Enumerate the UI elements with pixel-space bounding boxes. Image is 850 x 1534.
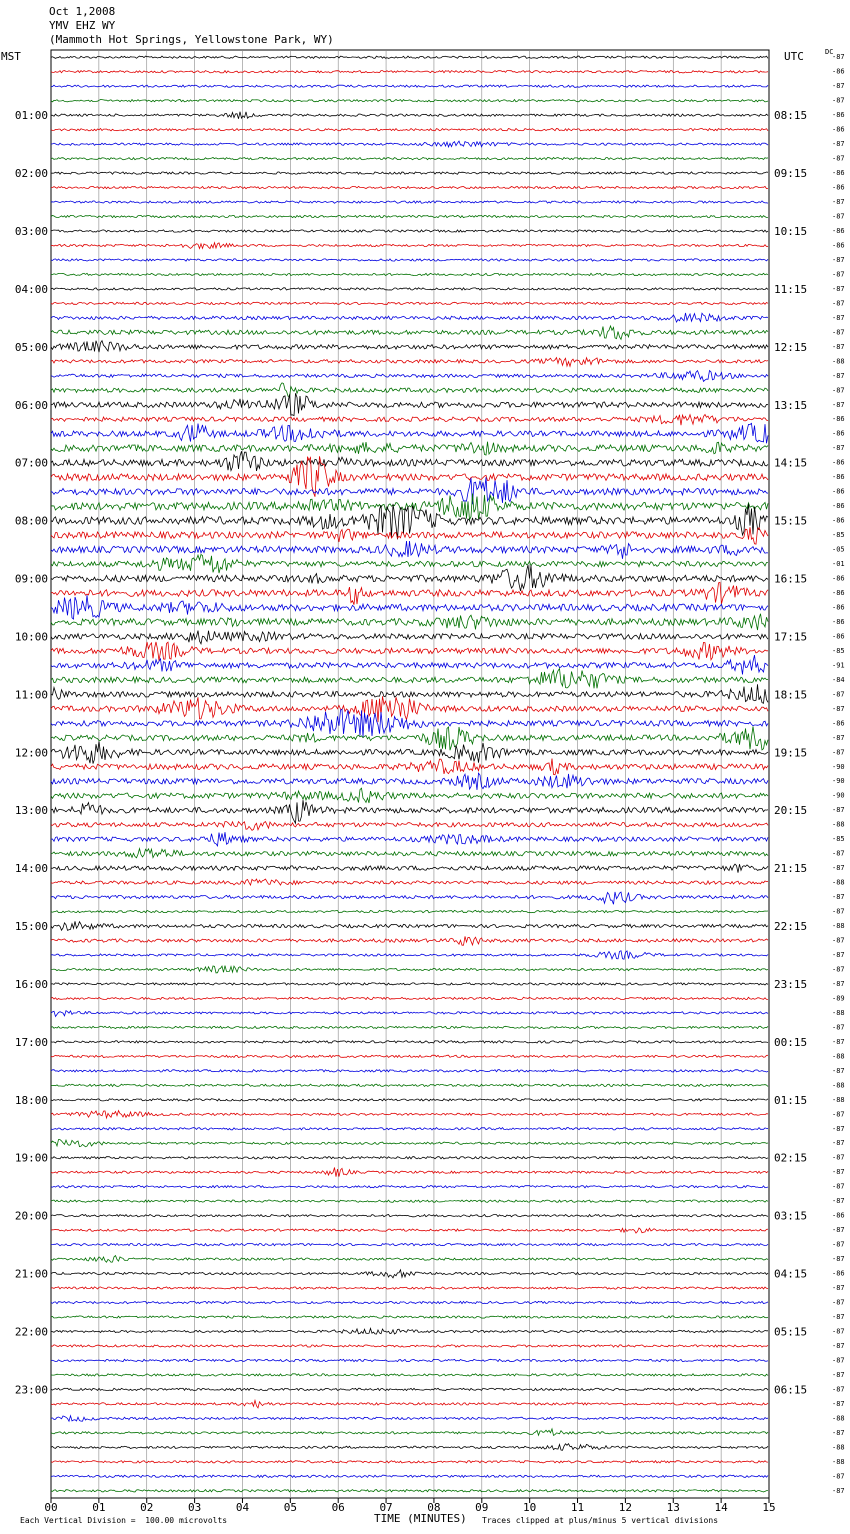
- dc-offset-label: -90: [832, 791, 845, 800]
- trace-line: [51, 1490, 768, 1492]
- dc-offset-label: -87: [832, 980, 845, 988]
- dc-offset-label: -86: [832, 589, 845, 597]
- x-tick-label: 04: [235, 1501, 250, 1514]
- dc-offset-label: -84: [832, 675, 845, 684]
- trace-line: [51, 288, 768, 290]
- x-tick-label: 10: [523, 1501, 537, 1514]
- x-tick-label: 11: [570, 1501, 585, 1514]
- trace-line: [51, 1316, 768, 1318]
- dc-offset-label: -87: [832, 1385, 845, 1394]
- trace-line: [51, 849, 768, 858]
- dc-offset-label: -87: [832, 1428, 845, 1437]
- trace-line: [51, 773, 768, 790]
- dc-offset-label: -86: [832, 458, 845, 467]
- hour-label-mst: 22:00: [14, 1325, 48, 1339]
- hour-label-utc: 00:15: [774, 1035, 808, 1049]
- trace-line: [51, 326, 768, 339]
- dc-offset-label: -86: [832, 719, 845, 728]
- trace-line: [51, 415, 768, 426]
- trace-line: [51, 141, 768, 147]
- hour-label-utc: 03:15: [774, 1209, 808, 1223]
- plot-frame: [51, 50, 769, 1498]
- date-label: Oct 1,2008: [49, 5, 116, 18]
- dc-offset-label: -87: [832, 256, 845, 264]
- dc-offset-label: -86: [832, 429, 845, 438]
- hour-label-mst: 08:00: [14, 514, 48, 528]
- x-tick-label: 01: [92, 1501, 106, 1514]
- dc-offset-label: -87: [832, 690, 845, 699]
- trace-line: [51, 1461, 768, 1463]
- x-tick-label: 07: [379, 1501, 393, 1514]
- trace-line: [51, 112, 768, 119]
- trace-line: [51, 393, 768, 415]
- trace-line: [51, 696, 768, 722]
- trace-line: [51, 741, 768, 763]
- dc-offset-label: -87: [832, 1023, 845, 1032]
- trace-line: [51, 477, 768, 504]
- hour-label-utc: 02:15: [774, 1151, 808, 1165]
- trace-line: [51, 709, 768, 737]
- dc-offset-label: -87: [832, 82, 845, 91]
- trace-line: [51, 726, 768, 750]
- dc-offset-label: -88: [832, 1095, 845, 1104]
- dc-label: DC: [825, 48, 834, 56]
- hour-label-mst: 06:00: [14, 398, 48, 412]
- left-timezone-label: MST: [1, 50, 21, 63]
- trace-line: [51, 1168, 768, 1177]
- trace-line: [51, 1228, 768, 1233]
- x-tick-label: 12: [618, 1501, 633, 1514]
- trace-line: [51, 494, 768, 520]
- dc-offset-label: -87: [832, 1327, 845, 1336]
- hour-label-mst: 15:00: [14, 920, 48, 933]
- x-tick-label: 05: [283, 1501, 297, 1514]
- trace-line: [51, 1244, 768, 1246]
- hour-label-mst: 19:00: [14, 1151, 48, 1165]
- dc-offset-label: -87: [832, 328, 845, 337]
- trace-line: [51, 186, 768, 188]
- trace-line: [51, 230, 768, 232]
- dc-offset-label: -87: [832, 1139, 845, 1148]
- dc-offset-label: -86: [832, 473, 845, 482]
- dc-offset-label: -01: [832, 560, 845, 568]
- hour-label-mst: 21:00: [14, 1267, 48, 1281]
- trace-line: [51, 614, 768, 630]
- dc-offset-label: -87: [832, 386, 845, 395]
- trace-line: [51, 1301, 768, 1303]
- trace-line: [51, 951, 768, 960]
- hour-label-utc: 09:15: [774, 167, 808, 181]
- dc-offset-label: -87: [832, 400, 845, 409]
- hour-label-mst: 14:00: [14, 862, 48, 876]
- dc-offset-label: -88: [832, 1052, 845, 1061]
- trace-line: [51, 504, 768, 540]
- hour-label-mst: 10:00: [14, 630, 48, 644]
- dc-offset-label: -87: [832, 212, 845, 221]
- trace-line: [51, 759, 768, 775]
- hour-label-utc: 21:15: [774, 862, 808, 876]
- trace-line: [51, 313, 768, 322]
- dc-offset-label: -86: [832, 1269, 845, 1278]
- dc-offset-label: -87: [832, 704, 845, 713]
- dc-offset-label: -87: [832, 1342, 845, 1350]
- trace-line: [51, 541, 768, 559]
- dc-offset-label: -85: [832, 835, 845, 844]
- trace-line: [51, 423, 768, 443]
- dc-offset-label: -91: [832, 661, 845, 670]
- trace-line: [51, 1011, 768, 1017]
- x-tick-label: 13: [666, 1501, 680, 1514]
- hour-label-mst: 23:00: [14, 1383, 48, 1397]
- dc-offset-label: -87: [832, 1110, 845, 1119]
- hour-label-mst: 12:00: [14, 746, 48, 760]
- dc-offset-label: -87: [832, 748, 845, 757]
- trace-line: [51, 832, 768, 846]
- dc-offset-label: -88: [832, 1081, 845, 1090]
- trace-line: [51, 582, 768, 604]
- trace-line: [51, 555, 768, 574]
- trace-line: [51, 129, 768, 131]
- trace-line: [51, 822, 768, 831]
- dc-offset-label: -87: [832, 1399, 845, 1408]
- dc-offset-label: -87: [832, 1284, 845, 1292]
- trace-line: [51, 892, 768, 904]
- trace-line: [51, 201, 768, 203]
- dc-offset-label: -87: [832, 907, 845, 916]
- trace-line: [51, 371, 768, 382]
- hour-label-utc: 13:15: [774, 398, 808, 412]
- trace-line: [51, 1157, 768, 1159]
- trace-line: [51, 1186, 768, 1188]
- dc-offset-label: -87: [832, 154, 845, 163]
- trace-line: [51, 451, 768, 471]
- trace-line: [51, 215, 768, 217]
- dc-offset-label: -86: [832, 1211, 845, 1220]
- trace-line: [51, 983, 768, 985]
- trace-line: [51, 642, 768, 661]
- trace-line: [51, 1287, 768, 1289]
- hour-label-mst: 07:00: [14, 456, 48, 470]
- trace-line: [51, 158, 768, 160]
- trace-line: [51, 1215, 768, 1217]
- trace-line: [51, 921, 768, 930]
- dc-offset-label: -87: [832, 806, 845, 815]
- x-tick-label: 14: [714, 1501, 728, 1514]
- trace-line: [51, 442, 768, 455]
- hour-label-mst: 17:00: [14, 1035, 48, 1049]
- trace-line: [51, 800, 768, 823]
- dc-offset-label: -87: [832, 849, 845, 858]
- trace-line: [51, 864, 768, 873]
- dc-offset-label: -87: [832, 198, 845, 206]
- dc-offset-label: -87: [832, 1472, 845, 1481]
- trace-line: [51, 1374, 768, 1376]
- dc-offset-label: -87: [832, 371, 845, 380]
- hour-label-utc: 06:15: [774, 1383, 808, 1397]
- trace-line: [51, 879, 768, 885]
- trace-line: [51, 1070, 768, 1072]
- hour-label-utc: 11:15: [774, 282, 808, 296]
- trace-line: [51, 1026, 768, 1028]
- dc-offset-label: -86: [832, 67, 845, 76]
- dc-offset-label: -87: [832, 1370, 845, 1379]
- dc-offset-label: -88: [832, 1457, 845, 1466]
- trace-line: [51, 1200, 768, 1202]
- trace-line: [51, 71, 768, 73]
- trace-line: [51, 997, 768, 999]
- hour-label-utc: 22:15: [774, 920, 808, 933]
- trace-line: [51, 1400, 768, 1408]
- trace-line: [51, 358, 768, 367]
- dc-offset-label: -87: [832, 1037, 845, 1046]
- dc-offset-label: -88: [832, 1414, 845, 1423]
- dc-offset-label: -87: [832, 1066, 845, 1075]
- dc-offset-label: -88: [832, 357, 845, 366]
- hour-label-mst: 16:00: [14, 978, 48, 991]
- x-tick-label: 09: [475, 1501, 489, 1514]
- trace-line: [51, 966, 768, 973]
- trace-line: [51, 936, 768, 945]
- hour-label-mst: 20:00: [14, 1209, 48, 1223]
- trace-line: [51, 1359, 768, 1361]
- hour-label-mst: 01:00: [14, 109, 48, 123]
- hour-label-utc: 01:15: [774, 1093, 808, 1107]
- dc-offset-label: -87: [832, 1298, 845, 1307]
- hour-label-utc: 17:15: [774, 630, 808, 644]
- hour-label-utc: 23:15: [774, 978, 808, 991]
- dc-offset-label: -90: [832, 777, 845, 786]
- dc-offset-label: -87: [832, 1153, 845, 1162]
- trace-line: [51, 1328, 768, 1334]
- dc-offset-label: -86: [832, 632, 845, 641]
- dc-offset-label: -85: [832, 531, 845, 540]
- dc-offset-label: -05: [832, 545, 845, 554]
- trace-line: [51, 1416, 768, 1422]
- dc-offset-label: -88: [832, 878, 845, 887]
- dc-offset-label: -88: [832, 820, 845, 829]
- trace-line: [51, 243, 768, 249]
- hour-label-utc: 10:15: [774, 225, 808, 238]
- trace-line: [51, 100, 768, 102]
- trace-line: [51, 341, 768, 353]
- dc-offset-label: -87: [832, 96, 845, 105]
- trace-line: [51, 1084, 768, 1086]
- dc-offset-label: -86: [832, 603, 845, 612]
- trace-line: [51, 85, 768, 87]
- dc-offset-label: -86: [832, 241, 845, 250]
- dc-offset-label: -87: [832, 270, 845, 279]
- trace-line: [51, 1140, 768, 1147]
- trace-line: [51, 1270, 768, 1278]
- trace-line: [51, 273, 768, 275]
- hour-label-mst: 04:00: [14, 282, 48, 296]
- trace-line: [51, 456, 768, 496]
- dc-offset-label: -87: [832, 1197, 845, 1206]
- hour-label-utc: 19:15: [774, 746, 808, 760]
- trace-line: [51, 1128, 768, 1130]
- hour-label-utc: 04:15: [774, 1267, 808, 1281]
- trace-line: [51, 1429, 768, 1436]
- dc-offset-label: -85: [832, 646, 845, 655]
- hour-label-mst: 11:00: [14, 688, 48, 702]
- x-tick-label: 08: [427, 1501, 441, 1514]
- clip-note: Traces clipped at plus/minus 5 vertical divisions: [482, 1516, 719, 1525]
- dc-offset-label: -86: [832, 227, 845, 235]
- trace-line: [51, 1099, 768, 1101]
- dc-offset-label: -86: [832, 169, 845, 178]
- dc-offset-label: -90: [832, 762, 845, 771]
- dc-offset-label: -86: [832, 183, 845, 192]
- hour-label-utc: 08:15: [774, 109, 808, 123]
- dc-offset-label: -86: [832, 618, 845, 626]
- dc-offset-label: -87: [832, 444, 845, 453]
- dc-offset-label: -86: [832, 415, 845, 424]
- dc-offset-label: -87: [832, 1240, 845, 1249]
- dc-offset-label: -86: [832, 125, 845, 134]
- dc-offset-label: -87: [832, 1486, 845, 1495]
- trace-line: [51, 1111, 768, 1118]
- trace-line: [51, 1256, 768, 1263]
- trace-line: [51, 1388, 768, 1390]
- dc-offset-label: -87: [832, 1356, 845, 1365]
- dc-offset-label: -87: [832, 313, 845, 322]
- dc-offset-label: -87: [832, 1226, 845, 1235]
- hour-label-utc: 14:15: [774, 456, 808, 470]
- dc-offset-label: -86: [832, 502, 845, 511]
- x-axis-title: TIME (MINUTES): [374, 1512, 467, 1525]
- hour-label-mst: 18:00: [14, 1093, 48, 1107]
- x-tick-label: 15: [762, 1501, 776, 1514]
- hour-label-utc: 05:15: [774, 1325, 808, 1339]
- x-tick-label: 02: [140, 1501, 154, 1514]
- trace-line: [51, 56, 768, 58]
- trace-line: [51, 302, 768, 304]
- hour-label-utc: 18:15: [774, 688, 808, 702]
- trace-line: [51, 631, 768, 644]
- trace-line: [51, 595, 768, 619]
- dc-offset-label: -87: [832, 1255, 845, 1264]
- dc-offset-label: -87: [832, 1313, 845, 1321]
- trace-line: [51, 172, 768, 174]
- dc-offset-label: -87: [832, 284, 845, 293]
- station-label: YMV EHZ WY: [49, 19, 116, 32]
- scale-note: Each Vertical Division = 100.00 microvolts: [20, 1516, 228, 1525]
- x-tick-label: 06: [331, 1501, 345, 1514]
- x-tick-label: 00: [44, 1501, 58, 1514]
- dc-offset-label: -87: [832, 893, 845, 902]
- dc-offset-label: -86: [832, 516, 845, 525]
- dc-offset-label: -88: [832, 1008, 845, 1017]
- x-tick-label: 03: [187, 1501, 202, 1514]
- trace-line: [51, 1055, 768, 1057]
- dc-offset-label: -86: [832, 487, 845, 496]
- dc-offset-label: -87: [832, 965, 845, 974]
- dc-offset-label: -87: [832, 53, 845, 62]
- dc-offset-label: -89: [832, 994, 845, 1003]
- dc-offset-label: -87: [832, 1182, 845, 1191]
- trace-line: [51, 1475, 768, 1477]
- trace-line: [51, 788, 768, 803]
- hour-label-utc: 16:15: [774, 572, 808, 586]
- location-label: (Mammoth Hot Springs, Yellowstone Park, WY): [49, 33, 334, 46]
- hour-label-mst: 02:00: [14, 167, 48, 181]
- trace-line: [51, 669, 768, 689]
- dc-offset-label: -87: [832, 140, 845, 149]
- trace-line: [51, 910, 768, 912]
- dc-offset-label: -88: [832, 1443, 845, 1452]
- dc-offset-label: -88: [832, 922, 845, 930]
- dc-offset-label: -86: [832, 111, 845, 120]
- hour-label-utc: 12:15: [774, 340, 808, 354]
- hour-label-mst: 09:00: [14, 572, 48, 586]
- dc-offset-label: -87: [832, 1168, 845, 1177]
- trace-line: [51, 1444, 768, 1451]
- trace-line: [51, 383, 768, 397]
- dc-offset-label: -86: [832, 574, 845, 583]
- dc-offset-label: -87: [832, 951, 845, 959]
- dc-offset-label: -87: [832, 299, 845, 308]
- dc-offset-label: -87: [832, 733, 845, 742]
- dc-offset-label: -87: [832, 1124, 845, 1133]
- trace-line: [51, 1041, 768, 1043]
- dc-offset-label: -87: [832, 936, 845, 945]
- hour-label-utc: 15:15: [774, 514, 808, 528]
- trace-line: [51, 259, 768, 261]
- hour-label-utc: 20:15: [774, 804, 808, 818]
- trace-line: [51, 1345, 768, 1347]
- hour-label-mst: 03:00: [14, 225, 48, 238]
- hour-label-mst: 05:00: [14, 340, 48, 354]
- right-timezone-label: UTC: [784, 50, 804, 63]
- hour-label-mst: 13:00: [14, 804, 48, 818]
- dc-offset-label: -87: [832, 342, 845, 351]
- dc-offset-label: -87: [832, 864, 845, 873]
